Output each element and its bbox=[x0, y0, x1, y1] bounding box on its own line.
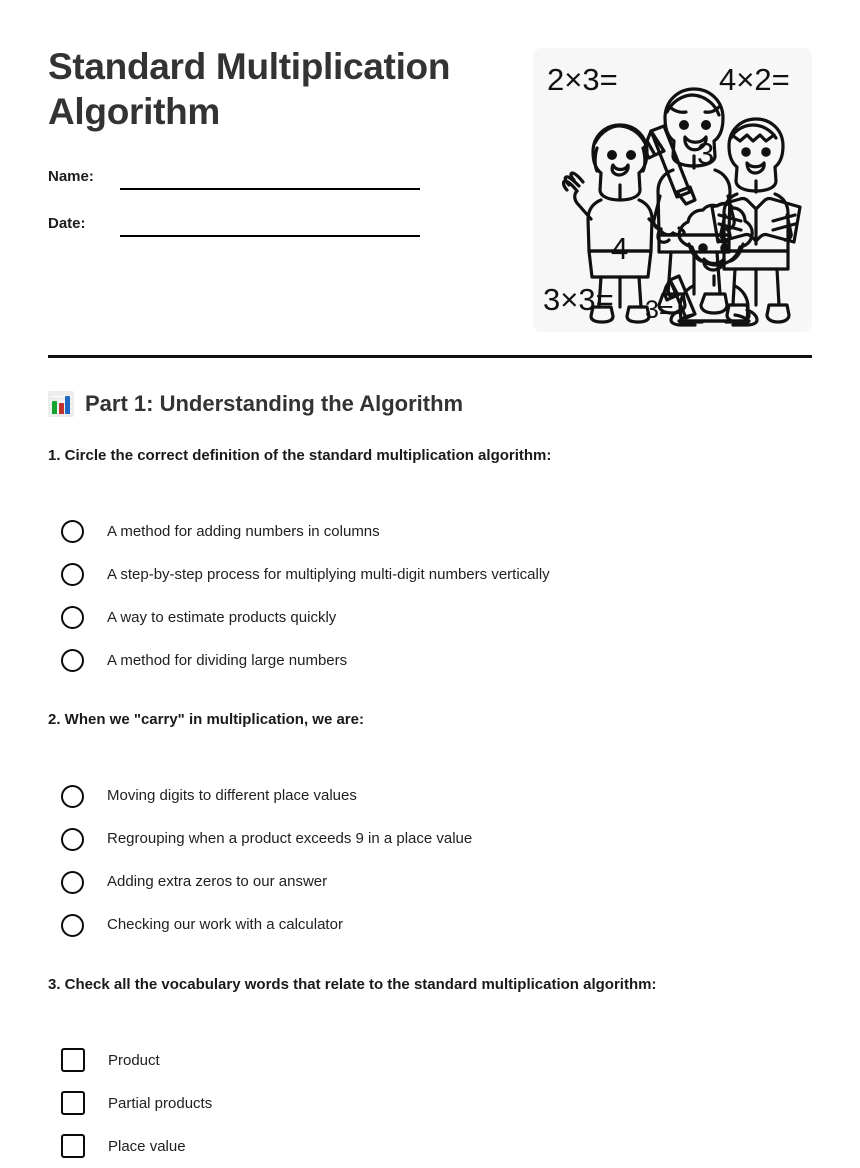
option-label: Adding extra zeros to our answer bbox=[107, 873, 328, 891]
checkbox-icon[interactable] bbox=[61, 1134, 85, 1158]
illustration-equation-4: 3×3= bbox=[543, 282, 614, 317]
date-field-label: Date: bbox=[48, 215, 86, 233]
radio-button-icon[interactable] bbox=[61, 649, 84, 672]
option-row[interactable] bbox=[48, 861, 812, 904]
bar-chart-icon bbox=[48, 391, 74, 417]
question-2-prompt: 2. When we "carry" in multiplication, we are: bbox=[48, 711, 364, 729]
question-3-options bbox=[48, 1039, 812, 1168]
option-row[interactable] bbox=[48, 596, 812, 639]
option-label: Place value bbox=[108, 1137, 186, 1155]
header-divider bbox=[48, 355, 812, 358]
checkbox-icon[interactable] bbox=[61, 1048, 85, 1072]
option-row[interactable] bbox=[48, 1082, 812, 1125]
option-label: A way to estimate products quickly bbox=[107, 609, 337, 626]
worksheet-header bbox=[0, 0, 860, 332]
illustration-equation-1: 4×2= bbox=[719, 62, 790, 97]
illustration-equation-3: 4 bbox=[611, 231, 629, 266]
option-label: A step-by-step process for multiplying multi-digit numbers vertically bbox=[107, 566, 550, 583]
option-row[interactable] bbox=[48, 639, 812, 682]
option-label: A method for adding numbers in columns bbox=[107, 523, 380, 540]
radio-button-icon[interactable] bbox=[61, 828, 84, 851]
radio-button-icon[interactable] bbox=[61, 871, 84, 894]
section-heading bbox=[48, 391, 812, 417]
option-row[interactable] bbox=[48, 818, 812, 861]
header-illustration bbox=[533, 48, 812, 332]
option-row[interactable] bbox=[48, 1039, 812, 1082]
date-field-input-line[interactable] bbox=[120, 235, 420, 237]
illustration-equation-2: 3 bbox=[697, 136, 715, 171]
radio-button-icon[interactable] bbox=[61, 520, 84, 543]
option-row[interactable] bbox=[48, 1125, 812, 1168]
option-label: A method for dividing large numbers bbox=[107, 652, 348, 669]
question-2 bbox=[48, 710, 812, 946]
header-left-column bbox=[48, 44, 518, 250]
illustration-equation-5: 3= bbox=[645, 296, 674, 324]
question-2-options bbox=[48, 775, 812, 947]
section-heading-label: Part 1: Understanding the Algorithm bbox=[85, 391, 464, 416]
option-row[interactable] bbox=[48, 553, 812, 596]
question-1-options bbox=[48, 510, 812, 682]
option-row[interactable] bbox=[48, 904, 812, 947]
option-label: Moving digits to different place values bbox=[107, 787, 357, 805]
option-label: Product bbox=[108, 1051, 160, 1069]
option-label: Partial products bbox=[108, 1094, 213, 1112]
question-1 bbox=[48, 446, 812, 682]
option-label: Regrouping when a product exceeds 9 in a place value bbox=[107, 830, 473, 848]
illustration-equation-0: 2×3= bbox=[547, 62, 618, 97]
option-row[interactable] bbox=[48, 775, 812, 818]
radio-button-icon[interactable] bbox=[61, 785, 84, 808]
page-title: Standard Multiplication Algorithm bbox=[48, 46, 451, 133]
name-field-input-line[interactable] bbox=[120, 188, 420, 190]
option-label: Checking our work with a calculator bbox=[107, 916, 343, 934]
radio-button-icon[interactable] bbox=[61, 563, 84, 586]
part-1-section bbox=[0, 391, 860, 1168]
question-1-prompt: 1. Circle the correct definition of the standard multiplication algorithm: bbox=[48, 447, 552, 464]
question-3 bbox=[48, 975, 812, 1168]
date-field-row bbox=[48, 203, 518, 237]
name-field-label: Name: bbox=[48, 168, 94, 186]
name-field-row bbox=[48, 156, 518, 190]
question-3-prompt: 3. Check all the vocabulary words that relate to the standard multiplication algorithm: bbox=[48, 975, 657, 993]
option-row[interactable] bbox=[48, 510, 812, 553]
checkbox-icon[interactable] bbox=[61, 1091, 85, 1115]
radio-button-icon[interactable] bbox=[61, 914, 84, 937]
radio-button-icon[interactable] bbox=[61, 606, 84, 629]
